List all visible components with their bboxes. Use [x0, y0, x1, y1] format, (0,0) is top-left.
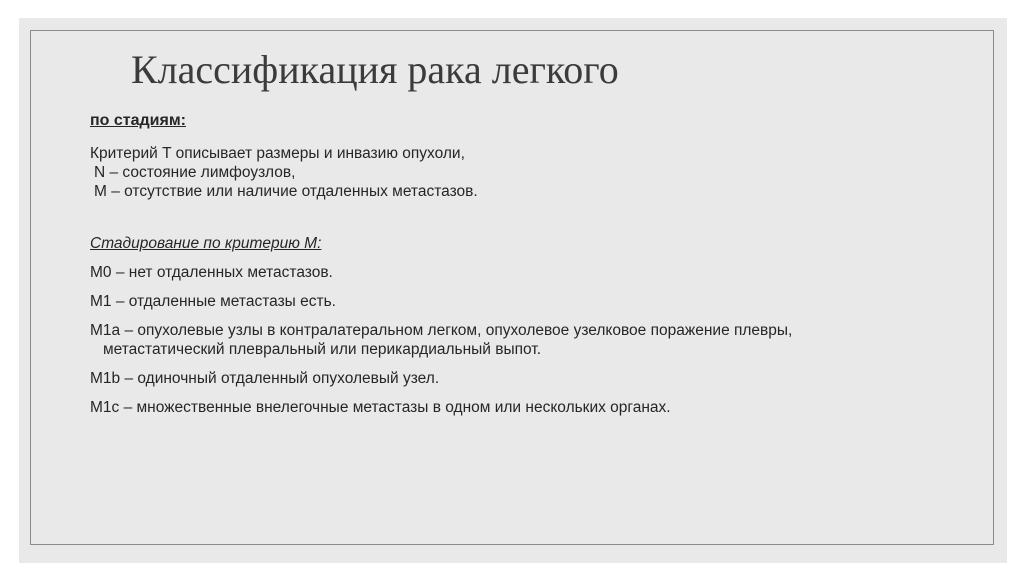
m-item-text: M1a – опухолевые узлы в контралатеральном легком, опухолевое узелковое поражение плевры, — [90, 322, 793, 339]
criteria-line-n: N – состояние лимфоузлов, — [94, 164, 296, 181]
m-item-text: M1 – отдаленные метастазы есть. — [90, 293, 336, 310]
slide-title: Классификация рака легкого — [131, 47, 619, 92]
slide-frame — [30, 30, 994, 545]
m-item-m1 — [90, 292, 970, 311]
m-item-m1b — [90, 369, 970, 388]
m-item-text: M1b – одиночный отдаленный опухолевый узел. — [90, 370, 440, 387]
m-item-text: M0 – нет отдаленных метастазов. — [90, 264, 333, 281]
criteria-block — [90, 144, 970, 201]
slide-content — [90, 111, 970, 417]
m-item-m1a — [90, 321, 970, 359]
criteria-line-m: M – отсутствие или наличие отдаленных метастазов. — [94, 183, 478, 200]
m-item-text: M1c – множественные внелегочные метастазы в одном или нескольких органах. — [90, 399, 671, 416]
m-staging-heading: Стадирование по критерию M: — [90, 235, 322, 252]
m-item-m1c — [90, 398, 970, 417]
m-item-continuation: метастатический плевральный или перикардиальный выпот. — [103, 341, 541, 358]
criteria-line-t: Критерий T описывает размеры и инвазию опухоли, — [90, 145, 465, 162]
m-item-m0 — [90, 263, 970, 282]
section-heading: по стадиям: — [90, 112, 187, 129]
